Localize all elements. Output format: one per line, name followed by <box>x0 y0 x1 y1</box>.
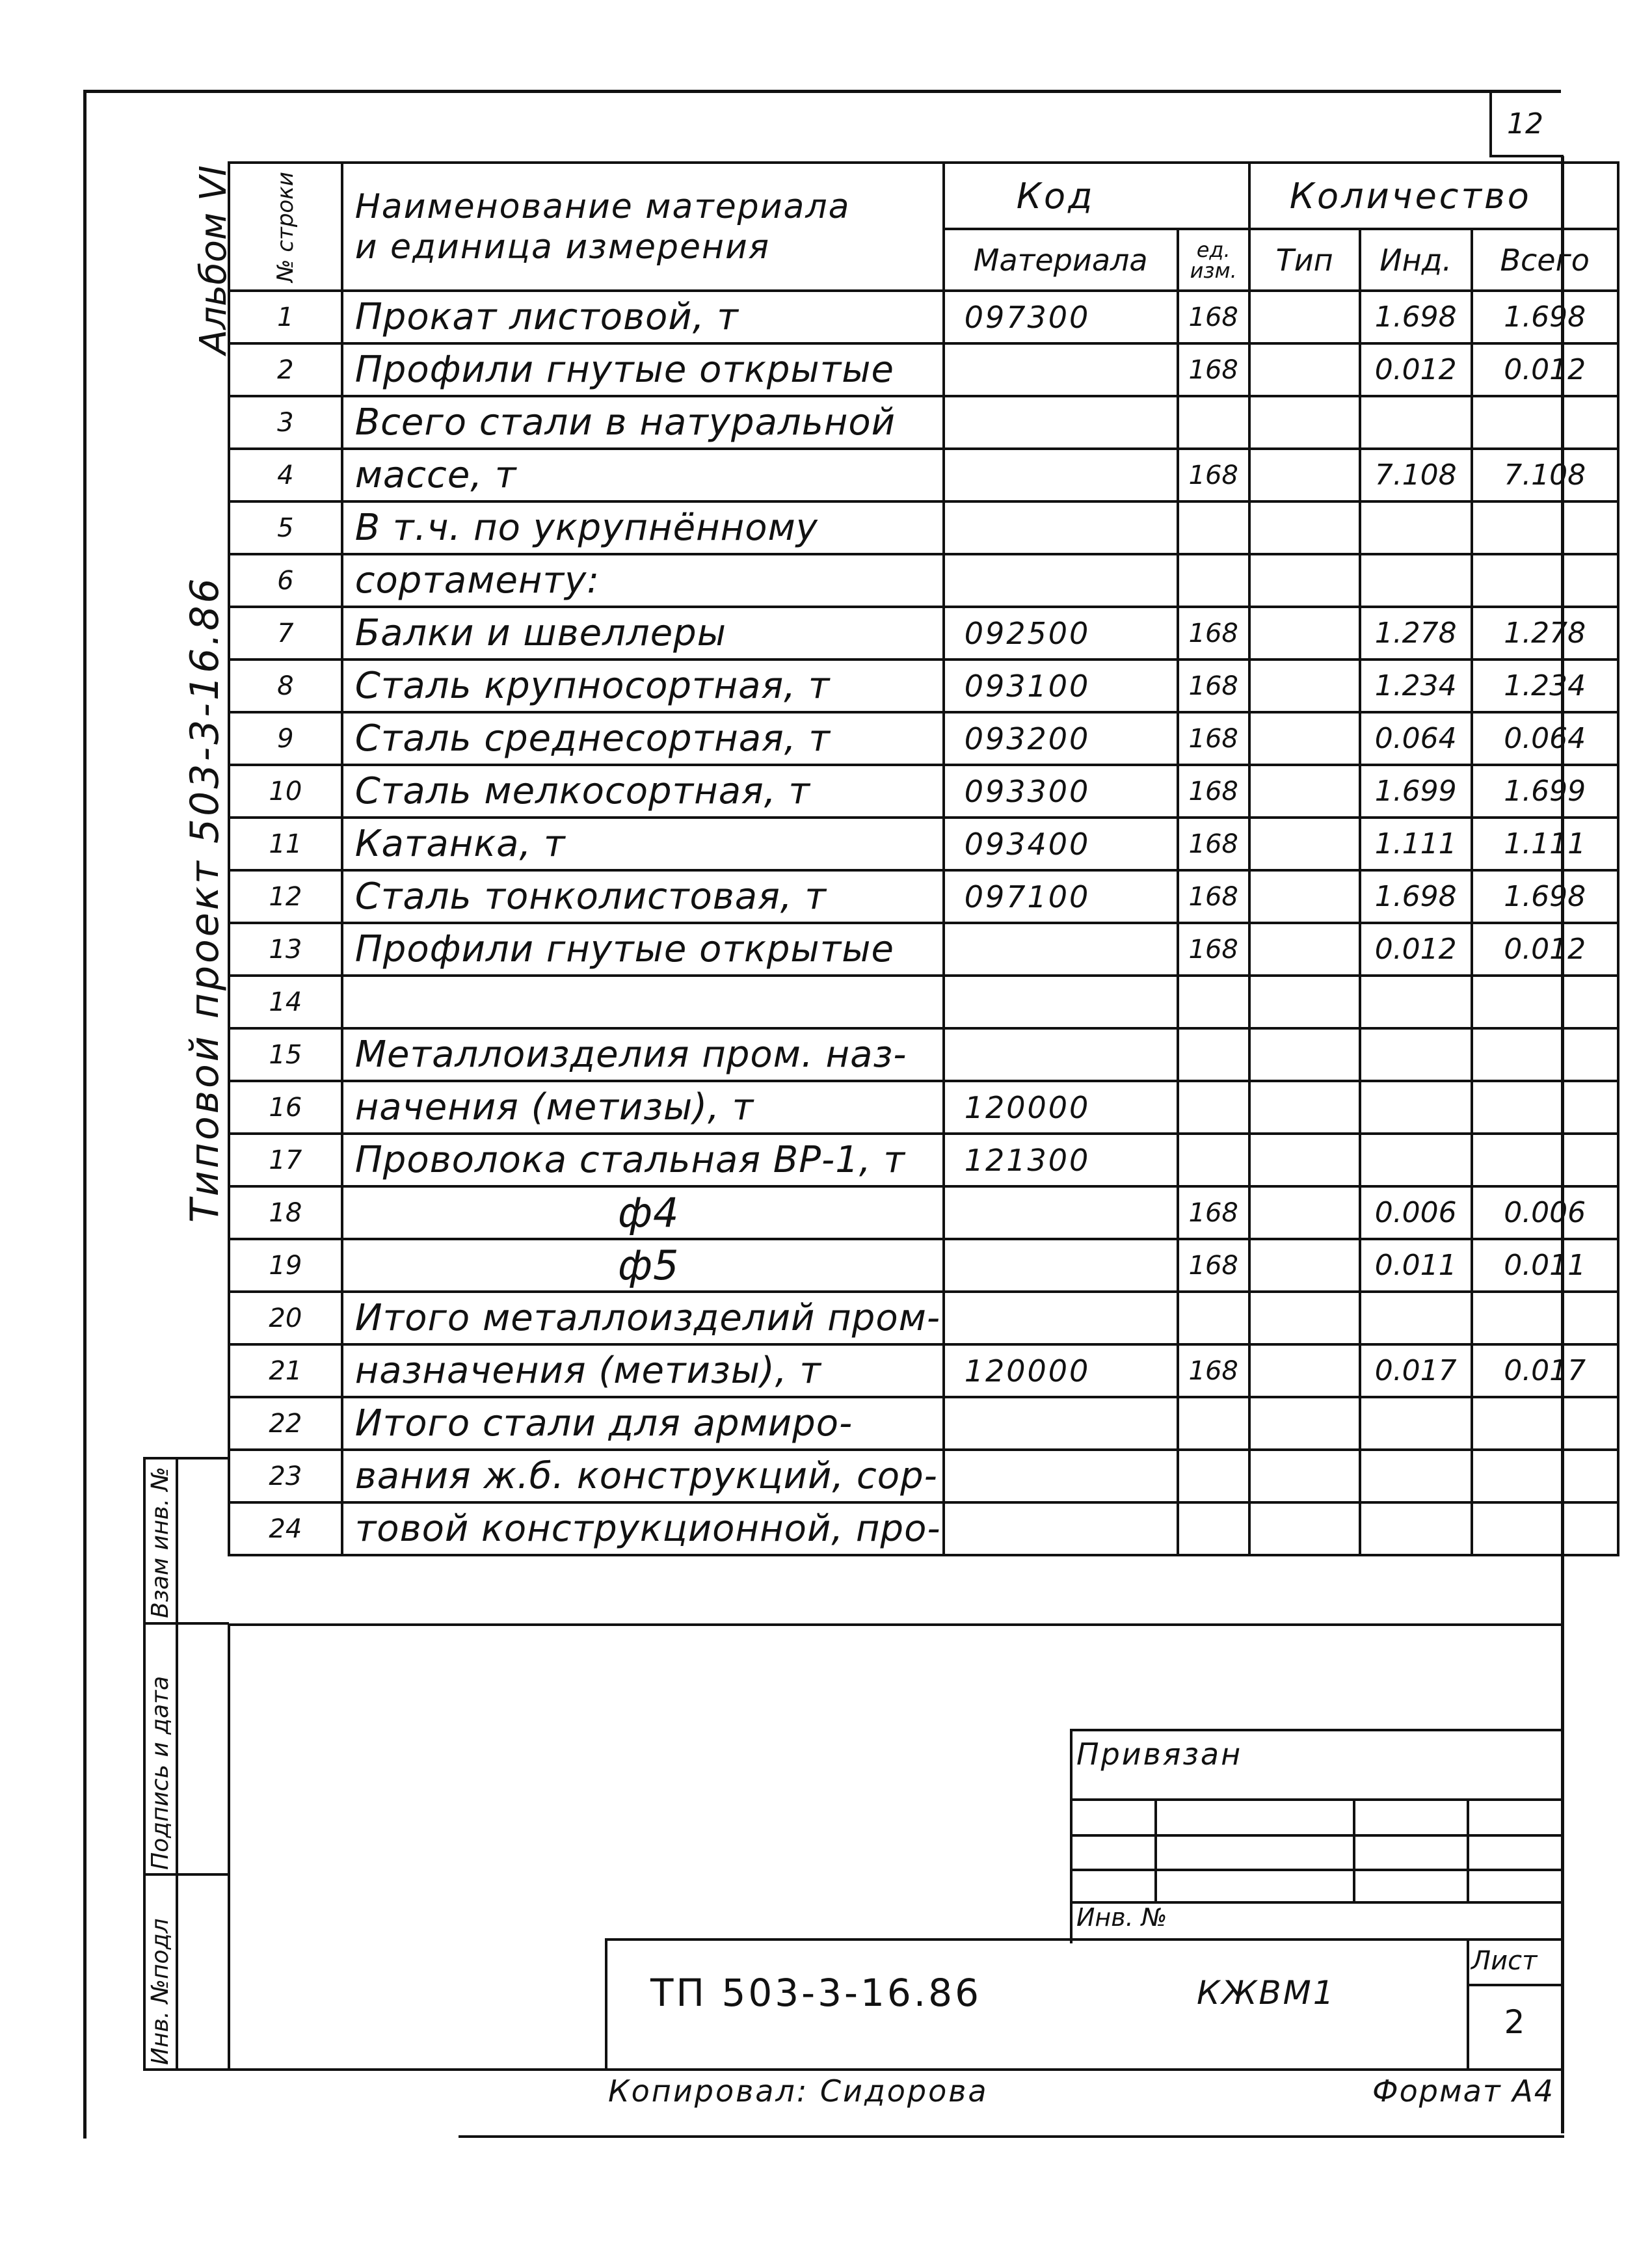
material-name-cell: ф4 <box>342 1186 944 1239</box>
qty-ind-cell: 0.006 <box>1360 1186 1472 1239</box>
qty-ind-cell <box>1360 1292 1472 1344</box>
header-qty-total: Всего <box>1472 229 1618 291</box>
table-row <box>229 1134 1618 1186</box>
qty-ind-cell <box>1360 1028 1472 1081</box>
qty-total-cell: 1.698 <box>1472 870 1618 923</box>
qty-ind-cell: 1.698 <box>1360 870 1472 923</box>
unit-code-cell <box>1178 1292 1249 1344</box>
table-row <box>229 1186 1618 1239</box>
header-material-name: Наименование материала и единица измерения <box>342 163 944 291</box>
sheet-cell-divider <box>1467 1984 1562 1986</box>
row-number-cell: 5 <box>229 501 342 554</box>
material-name-cell: Итого стали для армиро- <box>342 1397 944 1450</box>
header-quantity-group: Количество <box>1249 163 1618 229</box>
qty-total-cell: 0.011 <box>1472 1239 1618 1292</box>
side-stamp-bottom <box>143 2068 229 2071</box>
material-name-cell: начения (метизы), т <box>342 1081 944 1134</box>
material-code-cell: 093400 <box>944 818 1178 870</box>
linked-row-line-2 <box>1070 1834 1562 1837</box>
unit-code-cell: 168 <box>1178 660 1249 712</box>
material-code-cell <box>944 1502 1178 1555</box>
qty-type-cell <box>1249 923 1360 976</box>
material-name-cell: Сталь мелкосортная, т <box>342 765 944 818</box>
material-code-cell <box>944 1239 1178 1292</box>
row-number-cell: 15 <box>229 1028 342 1081</box>
qty-ind-cell <box>1360 976 1472 1028</box>
unit-code-cell: 168 <box>1178 765 1249 818</box>
qty-total-cell <box>1472 554 1618 607</box>
header-row-number: № строки <box>229 163 342 291</box>
side-stamp-divider-2 <box>143 1873 229 1876</box>
table-row <box>229 554 1618 607</box>
document-mark: КЖВМ1 <box>1197 1974 1336 2012</box>
row-number-cell: 19 <box>229 1239 342 1292</box>
row-number-cell: 24 <box>229 1502 342 1555</box>
material-code-cell: 093300 <box>944 765 1178 818</box>
table-row <box>229 501 1618 554</box>
material-code-cell <box>944 343 1178 396</box>
qty-total-cell: 0.017 <box>1472 1344 1618 1397</box>
qty-type-cell <box>1249 1344 1360 1397</box>
material-code-cell: 097300 <box>944 291 1178 343</box>
side-stamp-replace-inv: Взам инв. № <box>147 1467 174 1618</box>
material-code-cell <box>944 1028 1178 1081</box>
material-name-cell: Катанка, т <box>342 818 944 870</box>
material-code-cell <box>944 554 1178 607</box>
linked-col-line-3 <box>1467 1798 1469 1902</box>
document-code: ТП 503-3-16.86 <box>650 1971 981 2015</box>
row-number-cell: 18 <box>229 1186 342 1239</box>
unit-code-cell: 168 <box>1178 1239 1249 1292</box>
unit-code-cell <box>1178 1134 1249 1186</box>
row-number-cell: 11 <box>229 818 342 870</box>
qty-ind-cell: 1.698 <box>1360 291 1472 343</box>
row-number-cell: 2 <box>229 343 342 396</box>
qty-type-cell <box>1249 1081 1360 1134</box>
unit-code-cell <box>1178 1502 1249 1555</box>
row-number-cell: 1 <box>229 291 342 343</box>
unit-code-cell <box>1178 554 1249 607</box>
qty-type-cell <box>1249 1028 1360 1081</box>
material-code-cell <box>944 501 1178 554</box>
table-row <box>229 660 1618 712</box>
material-name-cell: товой конструкционной, про- <box>342 1502 944 1555</box>
project-label: Типовой проект 503-3-16.86 <box>182 576 228 1223</box>
side-stamp-divider-1 <box>143 1622 229 1625</box>
qty-type-cell <box>1249 607 1360 660</box>
row-number-cell: 6 <box>229 554 342 607</box>
frame-top-border <box>85 90 1561 93</box>
qty-total-cell: 7.108 <box>1472 449 1618 501</box>
material-code-cell <box>944 923 1178 976</box>
unit-code-cell: 168 <box>1178 449 1249 501</box>
unit-code-cell: 168 <box>1178 291 1249 343</box>
qty-ind-cell: 0.017 <box>1360 1344 1472 1397</box>
qty-total-cell: 0.012 <box>1472 923 1618 976</box>
album-label: Альбом VI <box>193 165 235 354</box>
material-code-cell: 093200 <box>944 712 1178 765</box>
side-stamp-inv-original: Инв. №подл <box>147 1918 174 2065</box>
qty-total-cell: 1.234 <box>1472 660 1618 712</box>
copied-by: Копировал: Сидорова <box>608 2073 989 2109</box>
table-row <box>229 1502 1618 1555</box>
material-name-cell: Балки и швеллеры <box>342 607 944 660</box>
material-name-cell: Итого металлоизделий пром- <box>342 1292 944 1344</box>
materials-table <box>228 161 1619 1556</box>
row-number-cell: 4 <box>229 449 342 501</box>
material-name-cell: Сталь тонколистовая, т <box>342 870 944 923</box>
row-number-cell: 23 <box>229 1450 342 1502</box>
qty-type-cell <box>1249 1239 1360 1292</box>
material-name-cell: Профили гнутые открытые <box>342 923 944 976</box>
table-row <box>229 1292 1618 1344</box>
qty-type-cell <box>1249 291 1360 343</box>
qty-type-cell <box>1249 554 1360 607</box>
unit-code-cell <box>1178 1081 1249 1134</box>
qty-total-cell <box>1472 976 1618 1028</box>
qty-type-cell <box>1249 396 1360 449</box>
table-row <box>229 396 1618 449</box>
qty-ind-cell <box>1360 1450 1472 1502</box>
table-row <box>229 1344 1618 1397</box>
title-block-left <box>605 1938 607 2070</box>
qty-total-cell: 0.012 <box>1472 343 1618 396</box>
qty-total-cell: 1.699 <box>1472 765 1618 818</box>
qty-ind-cell: 7.108 <box>1360 449 1472 501</box>
material-name-cell: Сталь крупносортная, т <box>342 660 944 712</box>
qty-type-cell <box>1249 818 1360 870</box>
qty-type-cell <box>1249 1502 1360 1555</box>
sheet-number: 2 <box>1504 2003 1525 2041</box>
qty-type-cell <box>1249 712 1360 765</box>
unit-code-cell <box>1178 1450 1249 1502</box>
qty-type-cell <box>1249 660 1360 712</box>
table-row <box>229 449 1618 501</box>
header-qty-type: Тип <box>1249 229 1360 291</box>
material-code-cell <box>944 396 1178 449</box>
unit-code-cell: 168 <box>1178 870 1249 923</box>
qty-total-cell: 1.278 <box>1472 607 1618 660</box>
row-number-cell: 14 <box>229 976 342 1028</box>
qty-total-cell <box>1472 501 1618 554</box>
unit-code-cell <box>1178 1028 1249 1081</box>
table-row <box>229 923 1618 976</box>
material-code-cell <box>944 1292 1178 1344</box>
material-name-cell: назначения (метизы), т <box>342 1344 944 1397</box>
sheet-label: Лист <box>1471 1946 1538 1976</box>
unit-code-cell <box>1178 501 1249 554</box>
material-name-cell: вания ж.б. конструкций, сор- <box>342 1450 944 1502</box>
unit-code-cell: 168 <box>1178 1186 1249 1239</box>
unit-code-cell <box>1178 1397 1249 1450</box>
qty-type-cell <box>1249 870 1360 923</box>
qty-total-cell <box>1472 1292 1618 1344</box>
qty-type-cell <box>1249 1186 1360 1239</box>
page-number: 12 <box>1507 107 1543 140</box>
qty-ind-cell: 1.234 <box>1360 660 1472 712</box>
qty-total-cell <box>1472 1450 1618 1502</box>
qty-ind-cell: 0.064 <box>1360 712 1472 765</box>
qty-total-cell: 1.698 <box>1472 291 1618 343</box>
material-name-cell <box>342 976 944 1028</box>
unit-code-cell <box>1178 976 1249 1028</box>
material-code-cell: 120000 <box>944 1344 1178 1397</box>
side-stamp-outer <box>143 1457 146 2070</box>
side-stamp-signature-date: Подпись и дата <box>147 1675 174 1870</box>
material-code-cell: 092500 <box>944 607 1178 660</box>
table-row <box>229 818 1618 870</box>
qty-type-cell <box>1249 1397 1360 1450</box>
qty-type-cell <box>1249 501 1360 554</box>
linked-col-line-1 <box>1154 1798 1157 1902</box>
qty-ind-cell: 0.012 <box>1360 343 1472 396</box>
unit-code-cell: 168 <box>1178 712 1249 765</box>
frame-left-border <box>83 90 87 2139</box>
unit-code-cell: 168 <box>1178 607 1249 660</box>
material-name-cell: Металлоизделия пром. наз- <box>342 1028 944 1081</box>
qty-total-cell: 0.064 <box>1472 712 1618 765</box>
side-stamp-top <box>143 1457 229 1460</box>
table-row <box>229 1450 1618 1502</box>
title-block-bottom <box>228 2068 1562 2071</box>
unit-code-cell: 168 <box>1178 923 1249 976</box>
table-row <box>229 291 1618 343</box>
table-row <box>229 765 1618 818</box>
title-block-top <box>605 1938 1562 1941</box>
row-number-cell: 12 <box>229 870 342 923</box>
qty-ind-cell: 1.111 <box>1360 818 1472 870</box>
qty-total-cell <box>1472 1502 1618 1555</box>
qty-total-cell <box>1472 1397 1618 1450</box>
unit-code-cell: 168 <box>1178 818 1249 870</box>
material-name-cell: ф5 <box>342 1239 944 1292</box>
unit-code-cell: 168 <box>1178 1344 1249 1397</box>
table-row <box>229 870 1618 923</box>
material-name-cell: массе, т <box>342 449 944 501</box>
material-code-cell <box>944 1397 1178 1450</box>
row-number-cell: 20 <box>229 1292 342 1344</box>
material-name-cell: Сталь среднесортная, т <box>342 712 944 765</box>
qty-ind-cell: 1.278 <box>1360 607 1472 660</box>
qty-ind-cell <box>1360 501 1472 554</box>
row-number-cell: 3 <box>229 396 342 449</box>
linked-block-top <box>1070 1729 1562 1731</box>
qty-type-cell <box>1249 976 1360 1028</box>
qty-ind-cell <box>1360 1081 1472 1134</box>
qty-ind-cell <box>1360 396 1472 449</box>
table-row <box>229 1239 1618 1292</box>
linked-col-line-2 <box>1353 1798 1355 1902</box>
table-row <box>229 712 1618 765</box>
qty-ind-cell <box>1360 1134 1472 1186</box>
qty-ind-cell <box>1360 1502 1472 1555</box>
unit-code-cell: 168 <box>1178 343 1249 396</box>
material-name-cell: В т.ч. по укрупнённому <box>342 501 944 554</box>
table-row <box>229 1397 1618 1450</box>
qty-type-cell <box>1249 1292 1360 1344</box>
qty-total-cell: 1.111 <box>1472 818 1618 870</box>
row-number-cell: 10 <box>229 765 342 818</box>
header-code-unit: ед. изм. <box>1178 229 1249 291</box>
qty-ind-cell: 0.011 <box>1360 1239 1472 1292</box>
material-code-cell: 093100 <box>944 660 1178 712</box>
material-code-cell: 097100 <box>944 870 1178 923</box>
material-code-cell <box>944 976 1178 1028</box>
header-code-group: Код <box>944 163 1249 229</box>
qty-type-cell <box>1249 449 1360 501</box>
inv-number-label: Инв. № <box>1076 1903 1167 1932</box>
row-number-cell: 16 <box>229 1081 342 1134</box>
row-number-cell: 21 <box>229 1344 342 1397</box>
row-number-cell: 7 <box>229 607 342 660</box>
table-row <box>229 1028 1618 1081</box>
table-row <box>229 1081 1618 1134</box>
qty-ind-cell: 0.012 <box>1360 923 1472 976</box>
qty-ind-cell <box>1360 1397 1472 1450</box>
row-number-cell: 22 <box>229 1397 342 1450</box>
material-name-cell: Проволока стальная ВР-1, т <box>342 1134 944 1186</box>
lower-left-border <box>228 1623 230 2070</box>
row-number-cell: 13 <box>229 923 342 976</box>
qty-total-cell <box>1472 1028 1618 1081</box>
header-code-material: Материала <box>944 229 1178 291</box>
linked-row-line-1 <box>1070 1798 1562 1801</box>
qty-type-cell <box>1249 343 1360 396</box>
linked-label: Привязан <box>1076 1737 1243 1772</box>
material-code-cell: 121300 <box>944 1134 1178 1186</box>
material-code-cell <box>944 449 1178 501</box>
qty-type-cell <box>1249 1134 1360 1186</box>
row-number-cell: 8 <box>229 660 342 712</box>
qty-total-cell <box>1472 1134 1618 1186</box>
qty-ind-cell <box>1360 554 1472 607</box>
material-name-cell: Прокат листовой, т <box>342 291 944 343</box>
linked-row-line-3 <box>1070 1869 1562 1871</box>
table-row <box>229 976 1618 1028</box>
qty-ind-cell: 1.699 <box>1360 765 1472 818</box>
qty-total-cell: 0.006 <box>1472 1186 1618 1239</box>
row-number-cell: 17 <box>229 1134 342 1186</box>
table-row <box>229 343 1618 396</box>
material-code-cell <box>944 1450 1178 1502</box>
material-name-cell: сортаменту: <box>342 554 944 607</box>
qty-type-cell <box>1249 765 1360 818</box>
header-qty-ind: Инд. <box>1360 229 1472 291</box>
side-stamp-inner-col <box>176 1457 178 2070</box>
material-name-cell: Профили гнутые открытые <box>342 343 944 396</box>
qty-total-cell <box>1472 1081 1618 1134</box>
qty-type-cell <box>1249 1450 1360 1502</box>
unit-code-cell <box>1178 396 1249 449</box>
paper-format: Формат А4 <box>1372 2073 1554 2109</box>
material-name-cell: Всего стали в натуральной <box>342 396 944 449</box>
table-row <box>229 607 1618 660</box>
material-code-cell: 120000 <box>944 1081 1178 1134</box>
row-number-cell: 9 <box>229 712 342 765</box>
frame-bottom-border <box>459 2135 1564 2138</box>
qty-total-cell <box>1472 396 1618 449</box>
table-section-bottom-line <box>228 1623 1564 1626</box>
material-code-cell <box>944 1186 1178 1239</box>
